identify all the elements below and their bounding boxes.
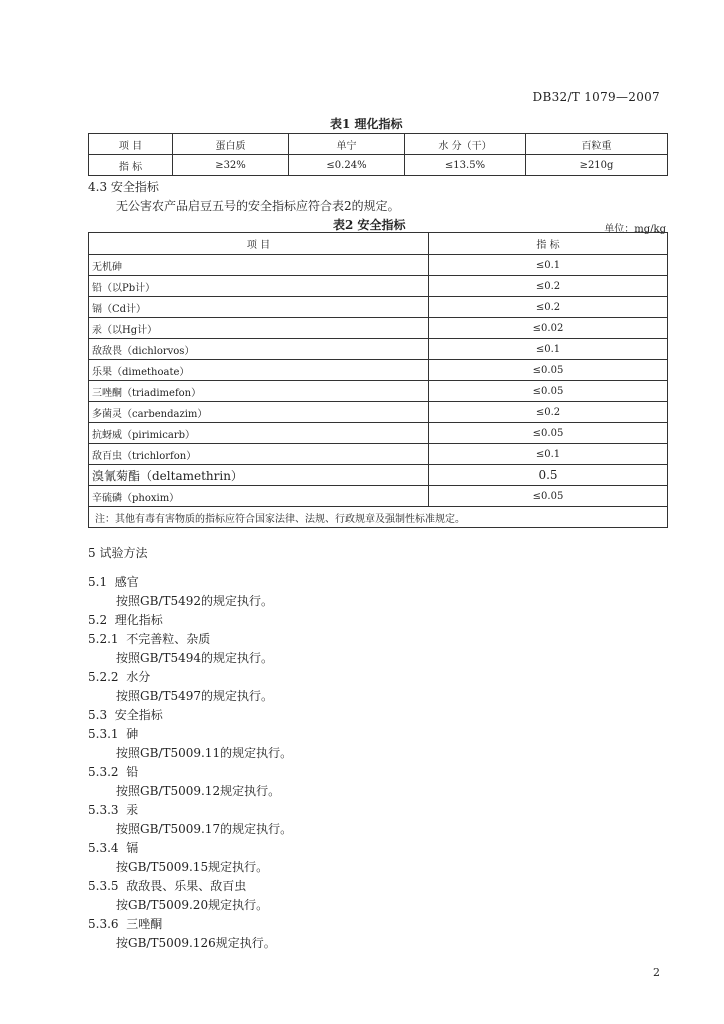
section-5-3-4-heading	[88, 839, 138, 856]
table2-value: ≤0.05	[429, 423, 668, 444]
section-title: 铅	[126, 765, 139, 779]
table2-item: 多菌灵（carbendazim）	[89, 402, 429, 423]
section-5-3-6-text: 按GB/T5009.126规定执行。	[116, 936, 276, 950]
section-title: 理化指标	[114, 613, 163, 627]
section-number: 5.3.4	[88, 841, 119, 855]
table2-item: 溴氰菊酯（deltamethrin）	[89, 465, 429, 486]
table2-caption: 表2 安全指标	[333, 218, 406, 232]
table2-item: 乐果（dimethoate）	[89, 360, 429, 381]
table-row	[89, 297, 668, 318]
section-5-3-2-heading	[88, 763, 138, 780]
section-title: 汞	[126, 803, 139, 817]
table1-header-cell: 项 目	[89, 134, 173, 155]
table2-value: ≤0.02	[429, 318, 668, 339]
table2-item: 三唑酮（triadimefon）	[89, 381, 429, 402]
section-4-3-heading: 4.3 安全指标	[88, 180, 159, 194]
section-5-3-6-heading	[88, 915, 162, 932]
section-title: 砷	[126, 727, 139, 741]
table1-header-cell: 百粒重	[526, 134, 668, 155]
table2-value: 0.5	[429, 465, 668, 486]
section-number: 5.2	[88, 613, 108, 627]
section-number: 5.3.1	[88, 727, 119, 741]
table2-item: 辛硫磷（phoxim）	[89, 486, 429, 507]
section-number: 5.3.2	[88, 765, 119, 779]
section-5-3-5-text: 按GB/T5009.20规定执行。	[116, 898, 269, 912]
table2-item: 无机砷	[89, 255, 429, 276]
section-5-1-text: 按照GB/T5492的规定执行。	[116, 594, 273, 608]
table2-item: 抗蚜威（pirimicarb）	[89, 423, 429, 444]
section-number: 5.3.6	[88, 917, 119, 931]
table2	[88, 232, 668, 528]
section-number: 5.2.2	[88, 670, 119, 684]
table1-header-cell: 单宁	[289, 134, 405, 155]
table2-note: 注：其他有毒有害物质的指标应符合国家法律、法规、行政规章及强制性标准规定。	[89, 507, 668, 528]
section-title: 安全指标	[114, 708, 163, 722]
section-5-3-heading	[88, 706, 163, 723]
section-5-3-1-text: 按照GB/T5009.11的规定执行。	[116, 746, 293, 760]
section-5-3-3-heading	[88, 801, 138, 818]
table2-header-item: 项 目	[89, 233, 429, 255]
section-5-1-heading	[88, 573, 139, 590]
table2-value: ≤0.05	[429, 360, 668, 381]
table-row	[89, 486, 668, 507]
section-5-2-2-heading	[88, 668, 150, 685]
table2-unit: 单位：mg/kg	[604, 224, 666, 235]
table2-header-value: 指 标	[429, 233, 668, 255]
document-code: DB32/T 1079—2007	[532, 90, 660, 104]
section-number: 5.3.5	[88, 879, 119, 893]
table1-cell: ≤0.24%	[289, 155, 405, 176]
table-row	[89, 381, 668, 402]
table2-header-row	[89, 233, 668, 255]
table-row	[89, 360, 668, 381]
section-5-heading: 5 试验方法	[88, 546, 148, 560]
table2-value: ≤0.05	[429, 381, 668, 402]
table2-note-row	[89, 507, 668, 528]
section-5-3-2-text: 按照GB/T5009.12规定执行。	[116, 784, 281, 798]
section-title: 敌敌畏、乐果、敌百虫	[126, 879, 247, 893]
table2-value: ≤0.1	[429, 255, 668, 276]
page-number: 2	[653, 966, 660, 979]
section-5-3-5-heading	[88, 877, 246, 894]
table1-cell: 指 标	[89, 155, 173, 176]
table1-caption: 表1 理化指标	[330, 117, 403, 131]
table-row	[89, 444, 668, 465]
section-5-3-4-text: 按GB/T5009.15规定执行。	[116, 860, 269, 874]
section-5-3-3-text: 按照GB/T5009.17的规定执行。	[116, 822, 293, 836]
section-title: 不完善粒、杂质	[126, 632, 211, 646]
section-title: 镉	[126, 841, 139, 855]
table1-cell: ≤13.5%	[405, 155, 526, 176]
section-number: 5.2.1	[88, 632, 119, 646]
table-row	[89, 465, 668, 486]
section-5-2-1-heading	[88, 630, 210, 647]
section-5-2-1-text: 按照GB/T5494的规定执行。	[116, 651, 273, 665]
table2-value: ≤0.1	[429, 339, 668, 360]
section-number: 5.3	[88, 708, 108, 722]
table-row	[89, 255, 668, 276]
table-row	[89, 339, 668, 360]
section-5-2-2-text: 按照GB/T5497的规定执行。	[116, 689, 273, 703]
table1-cell: ≥32%	[173, 155, 289, 176]
table-row	[89, 402, 668, 423]
table1	[88, 133, 668, 176]
section-title: 水分	[126, 670, 151, 684]
section-title: 感官	[114, 575, 139, 589]
table-row	[89, 318, 668, 339]
table1-header-row	[89, 134, 668, 155]
table2-value: ≤0.2	[429, 402, 668, 423]
section-number: 5.3.3	[88, 803, 119, 817]
section-4-3-text: 无公害农产品启豆五号的安全指标应符合表2的规定。	[116, 199, 400, 213]
section-5-3-1-heading	[88, 725, 138, 742]
table2-item: 铅（以Pb计）	[89, 276, 429, 297]
table2-value: ≤0.05	[429, 486, 668, 507]
table-row	[89, 423, 668, 444]
table1-cell: ≥210g	[526, 155, 668, 176]
table1-row	[89, 155, 668, 176]
table1-header-cell: 蛋白质	[173, 134, 289, 155]
table2-value: ≤0.1	[429, 444, 668, 465]
table2-item: 汞（以Hg计）	[89, 318, 429, 339]
table-row	[89, 276, 668, 297]
table2-item: 敌敌畏（dichlorvos）	[89, 339, 429, 360]
section-5-2-heading	[88, 611, 163, 628]
section-title: 三唑酮	[126, 917, 163, 931]
table2-value: ≤0.2	[429, 276, 668, 297]
table2-value: ≤0.2	[429, 297, 668, 318]
table2-item: 镉（Cd计）	[89, 297, 429, 318]
table2-item: 敌百虫（trichlorfon）	[89, 444, 429, 465]
table1-header-cell: 水 分（干）	[405, 134, 526, 155]
section-number: 5.1	[88, 575, 108, 589]
